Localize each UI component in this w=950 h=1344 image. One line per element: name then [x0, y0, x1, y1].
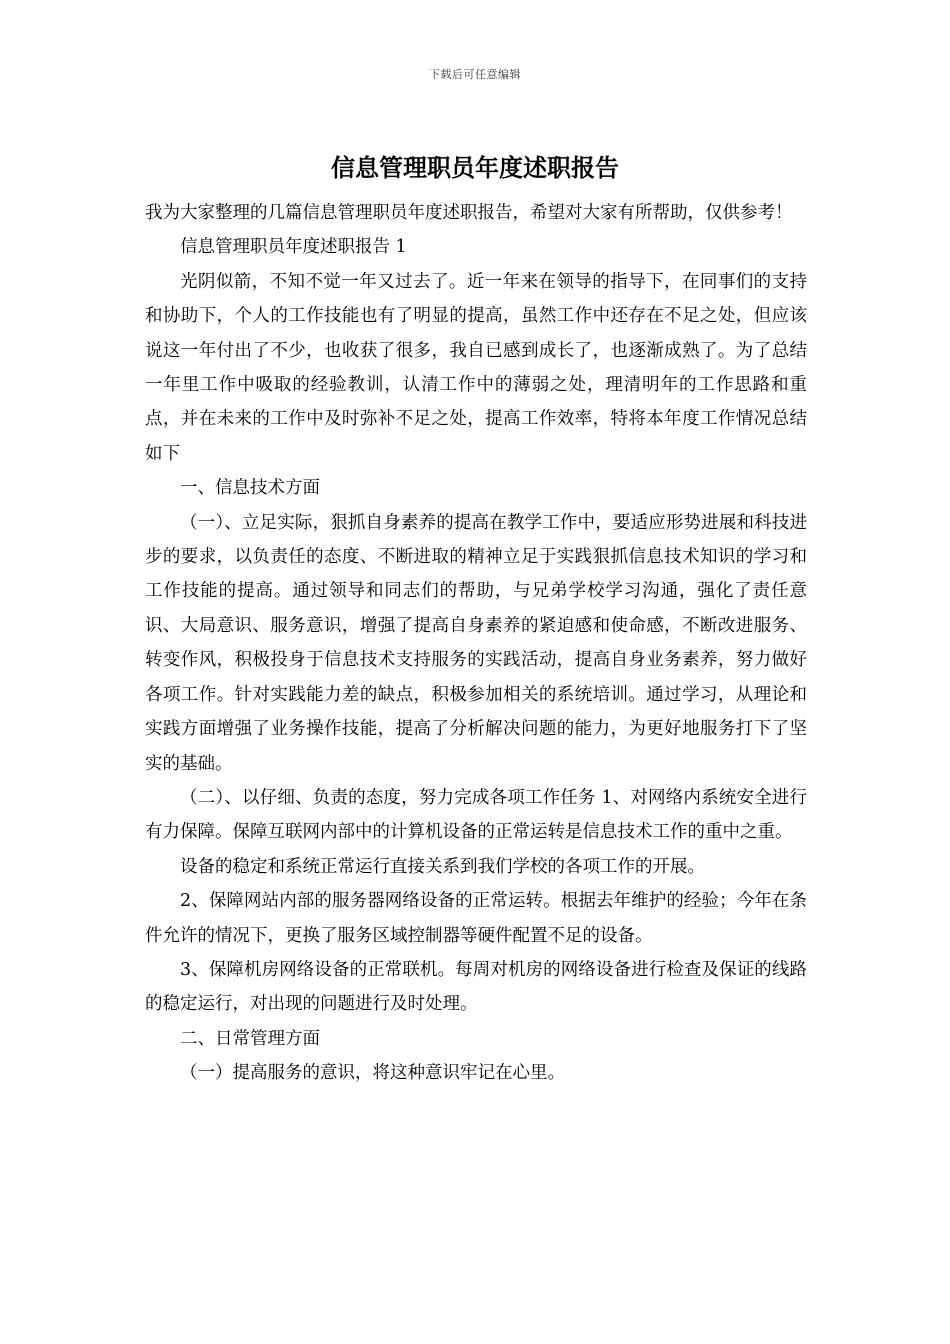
report-subtitle: 信息管理职员年度述职报告 1 [180, 237, 407, 258]
header-note: 下载后可任意编辑 [429, 68, 521, 81]
body-paragraph: 3、保障机房网络设备的正常联机。每周对机房的网络设备进行检查及保证的线路的稳定运行，对出现的问题进行及时处理。 [145, 959, 807, 1015]
body-paragraph: 2、保障网站内部的服务器网络设备的正常运转。根据去年维护的经验；今年在条件允许的情况下，更换了服务区域控制器等硬件配置不足的设备。 [145, 891, 807, 946]
body-paragraph: （一）、立足实际，狠抓自身素养的提高在教学工作中，要适应形势进展和科技进步的要求，以负责任的态度、不断进取的精神立足于实践狠抓信息技术知识的学习和工作技能的提高。通过领导和同志们的帮助，与兄弟学校学习沟通，强化了责任意识、大局意识、服务意识，增强了提高自身素养的紧迫感和使命感，不断改进服务、转变作风，积极投身于信息技术支持服务的实践活动，提高自身业务素养，努力做好各项工作。针对实践能力差的缺点，积极参加相关的系统培训。通过学习，从理论和实践方面增强了业务操作技能，提高了分析解决问题的能力，为更好地服务打下了坚实的基础。 [145, 512, 807, 774]
body-paragraph: （一）提高服务的意识，将这种意识牢记在心里。 [180, 1063, 565, 1084]
body-paragraph: （二）、以仔细、负责的态度，努力完成各项工作任务 1、对网络内系统安全进行有力保障。保障互联网内部中的计算机设备的正常运转是信息技术工作的重中之重。 [145, 787, 807, 843]
document-body [145, 196, 807, 1091]
intro-paragraph: 我为大家整理的几篇信息管理职员年度述职报告，希望对大家有所帮助，仅供参考！ [145, 203, 793, 223]
body-paragraph: 设备的稳定和系统正常运行直接关系到我们学校的各项工作的开展。 [180, 856, 705, 877]
section-heading: 一、信息技术方面 [180, 478, 320, 499]
body-paragraph: 光阴似箭，不知不觉一年又过去了。近一年来在领导的指导下，在同事们的支持和协助下，个人的工作技能也有了明显的提高，虽然工作中还存在不足之处，但应该说这一年付出了不少，也收获了很多，我自已感到成长了，也逐渐成熟了。为了总结一年里工作中吸取的经验教训，认清工作中的薄弱之处，理清明年的工作思路和重点，并在未来的工作中及时弥补不足之处，提高工作效率，特将本年度工作情况总结如下 [145, 271, 807, 464]
section-heading: 二、日常管理方面 [180, 1028, 320, 1049]
document-title: 信息管理职员年度述职报告 [331, 153, 619, 182]
